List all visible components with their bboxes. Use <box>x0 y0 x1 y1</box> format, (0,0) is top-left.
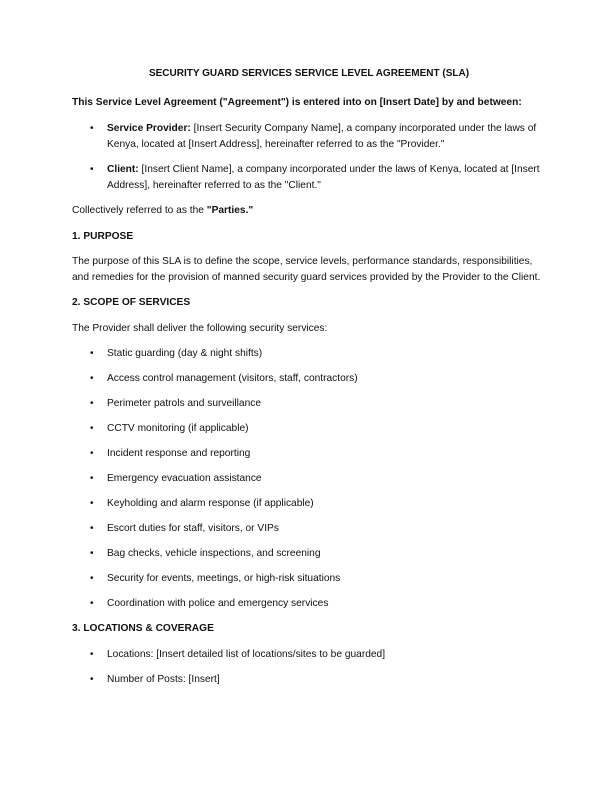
scope-lead: The Provider shall deliver the following security services: <box>72 322 328 334</box>
bullet-icon: • <box>90 473 94 484</box>
list-item <box>72 672 542 688</box>
list-item-text: Number of Posts: [Insert] <box>107 673 220 685</box>
bullet-icon: • <box>90 523 94 534</box>
collective-statement <box>72 203 542 219</box>
locations-list <box>72 647 542 688</box>
bullet-icon: • <box>90 123 94 134</box>
list-item-text: Escort duties for staff, visitors, or VIPs <box>107 523 279 534</box>
bullet-icon: • <box>90 164 94 175</box>
list-item-text: Static guarding (day & night shifts) <box>107 348 263 359</box>
list-item <box>72 371 542 387</box>
list-item-text: Locations: [Insert detailed list of locations/sites to be guarded] <box>107 648 386 660</box>
document-title: SECURITY GUARD SERVICES SERVICE LEVEL AGREEMENT (SLA) <box>148 68 470 79</box>
list-item <box>72 346 542 362</box>
parties-list <box>72 121 542 193</box>
list-item-text: Perimeter patrols and surveillance <box>107 398 262 409</box>
list-item <box>72 396 542 412</box>
party-text: [Insert Client Name], a company incorporated under the laws of Kenya, located at [Insert Address], hereinafter referred to as the "Client." <box>107 164 540 191</box>
list-item <box>72 421 542 437</box>
list-item <box>72 546 542 562</box>
party-text: [Insert Security Company Name], a company incorporated under the laws of Kenya, located at [Insert Address], hereinafter referred to as the "Provider." <box>107 123 537 150</box>
bullet-icon: • <box>90 598 94 609</box>
list-item <box>72 596 542 612</box>
document-page <box>72 66 542 697</box>
list-item <box>72 471 542 487</box>
section-heading-locations: 3. LOCATIONS & COVERAGE <box>72 623 214 634</box>
bullet-icon: • <box>90 573 94 584</box>
party-client <box>72 162 542 193</box>
collective-strong: "Parties." <box>206 205 254 216</box>
bullet-icon: • <box>90 448 94 459</box>
list-item <box>72 571 542 587</box>
list-item-text: Emergency evacuation assistance <box>107 473 262 484</box>
list-item <box>72 496 542 512</box>
bullet-icon: • <box>90 398 94 409</box>
bullet-icon: • <box>90 423 94 434</box>
list-item-text: Incident response and reporting <box>107 448 251 459</box>
list-item-text: Keyholding and alarm response (if applicable) <box>107 498 314 509</box>
bullet-icon: • <box>90 673 94 685</box>
list-item <box>72 647 542 663</box>
list-item-text: Coordination with police and emergency services <box>107 598 329 609</box>
services-list <box>72 346 542 612</box>
list-item <box>72 521 542 537</box>
bullet-icon: • <box>90 373 94 384</box>
party-provider <box>72 121 542 152</box>
collective-text: Collectively referred to as the <box>72 205 207 216</box>
bullet-icon: • <box>90 648 94 660</box>
party-label: Client: <box>107 164 139 175</box>
list-item-text: Access control management (visitors, staff, contractors) <box>107 373 358 384</box>
list-item <box>72 446 542 462</box>
bullet-icon: • <box>90 498 94 509</box>
purpose-body: The purpose of this SLA is to define the scope, service levels, performance standards, responsibilities, and remedies for the provision of manned security guard services provided by the Provider to the Client. <box>72 256 541 283</box>
intro-statement: This Service Level Agreement ("Agreement") is entered into on [Insert Date] by and between: <box>72 96 522 108</box>
list-item-text: CCTV monitoring (if applicable) <box>107 423 249 434</box>
bullet-icon: • <box>90 548 94 559</box>
party-label: Service Provider: <box>107 123 191 134</box>
section-heading-purpose: 1. PURPOSE <box>72 230 134 242</box>
list-item-text: Bag checks, vehicle inspections, and screening <box>107 548 321 559</box>
bullet-icon: • <box>90 348 94 359</box>
list-item-text: Security for events, meetings, or high-risk situations <box>107 573 341 584</box>
section-heading-scope: 2. SCOPE OF SERVICES <box>72 297 191 308</box>
